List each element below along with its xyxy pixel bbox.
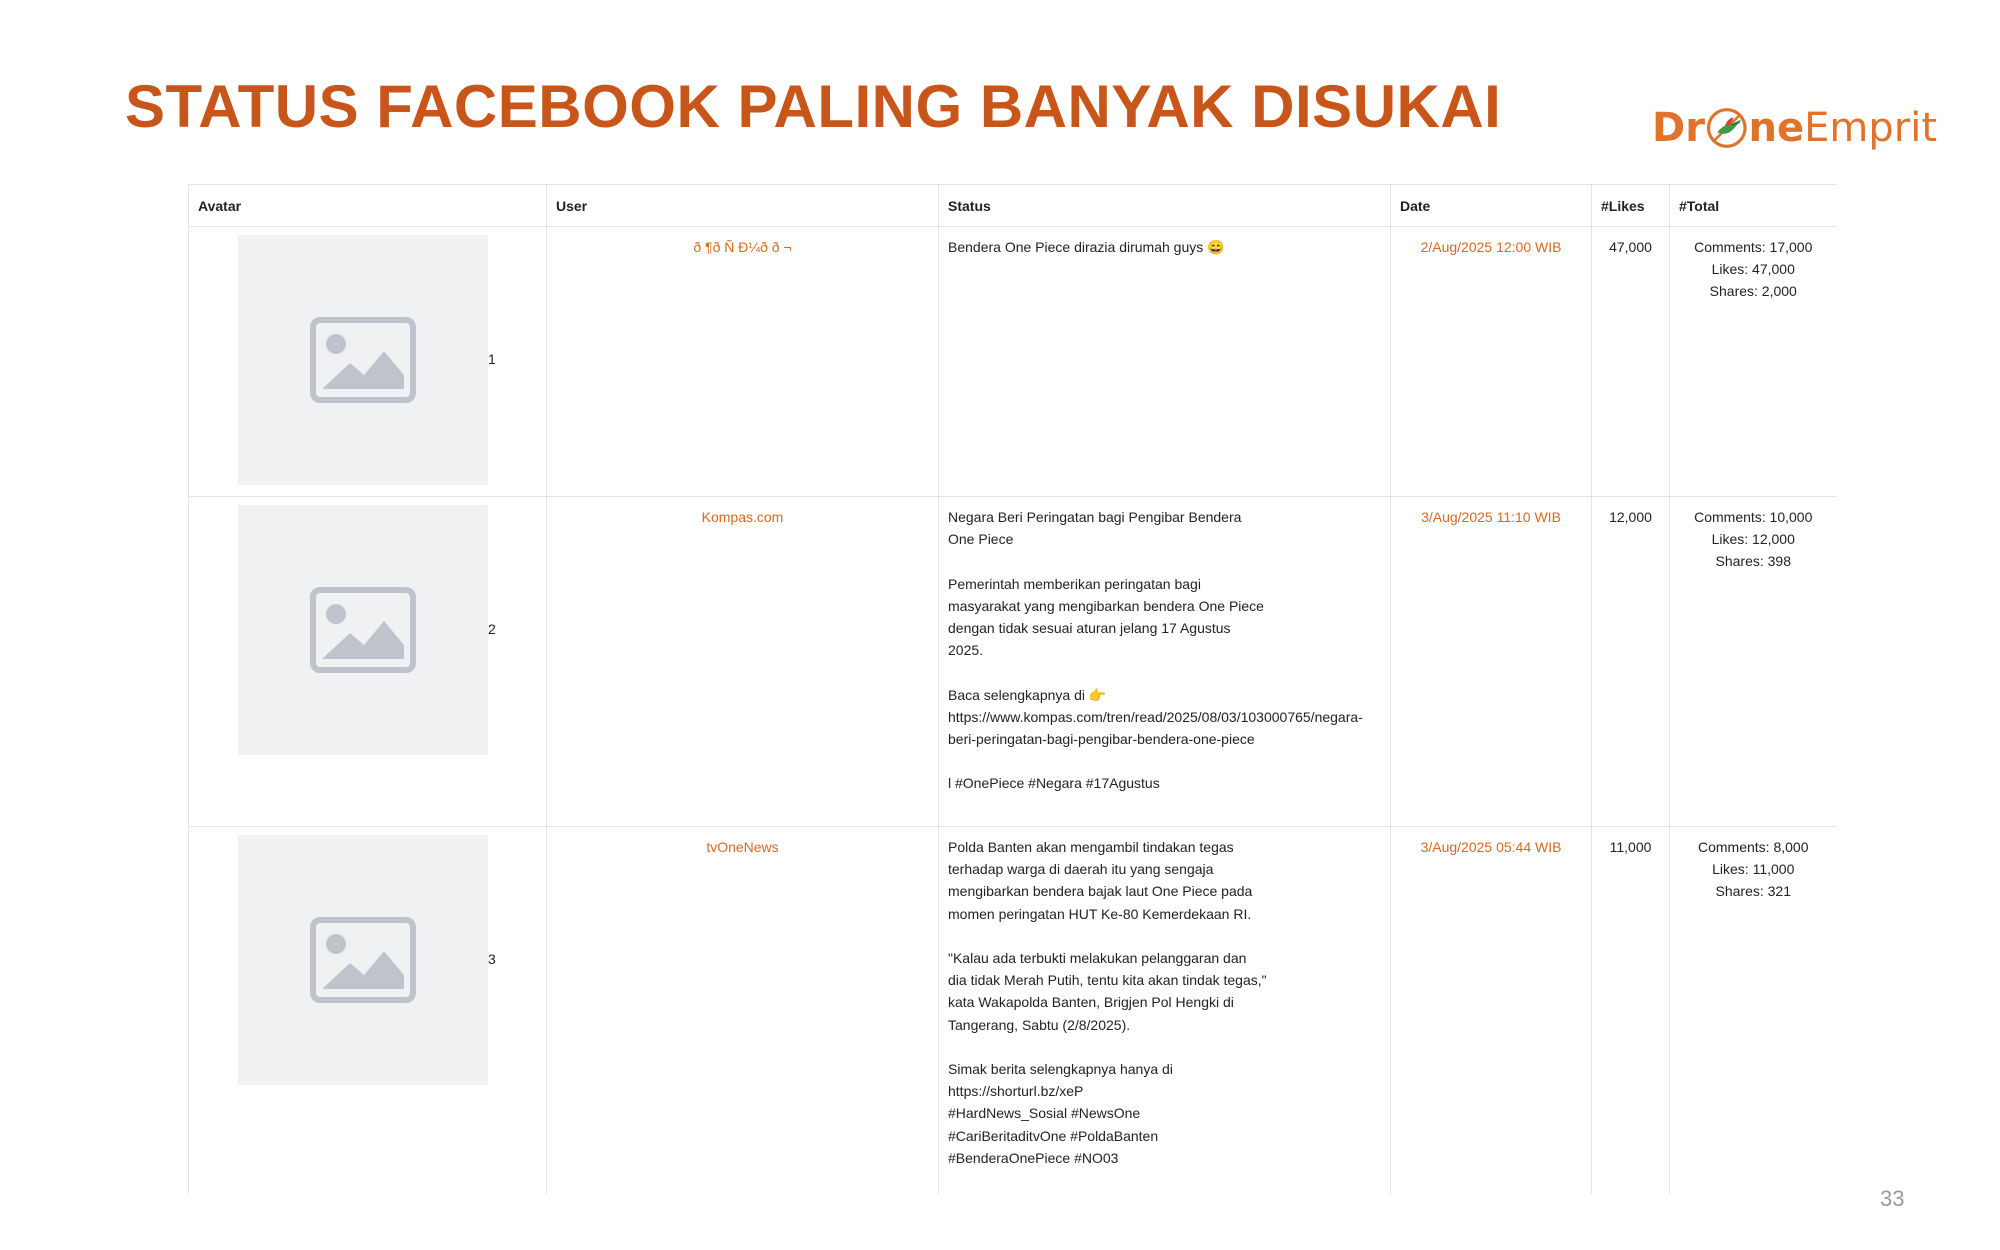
status-cell [939,497,1391,827]
total-comments: Comments: 17,000 [1694,239,1813,255]
table-row [189,827,1837,1195]
logo-text-part3: Emprit [1804,105,1937,151]
status-text: Negara Beri Peringatan bagi Pengibar Bendera One Piece Pemerintah memberikan peringatan bagi masyarakat yang mengibarkan bendera One Piece dengan tidak sesuai aturan jelang 17 Agustus 2025. Baca selengkapnya di 👉https://www.kompas.com/tren/read/2025/08/03/103000765/negara-beri-peringatan-bagi-pengibar-bendera-one-piece l #OnePiece #Negara #17Agustus [948,509,1363,792]
hummingbird-circle-icon [1706,95,1748,161]
total-likes: Likes: 11,000 [1712,861,1795,878]
row-number: 1 [488,351,496,367]
status-cell [939,827,1391,1195]
table-header-row [189,185,1837,227]
header-date[interactable]: Date [1391,185,1592,227]
total-cell [1670,227,1837,497]
header-status[interactable]: Status [939,185,1391,227]
date-link[interactable]: 2/Aug/2025 12:00 WIB [1391,227,1592,497]
avatar-cell [189,227,547,497]
page-number: 33 [1880,1186,1905,1211]
likes-value: 47,000 [1592,227,1670,497]
status-text: Bendera One Piece dirazia dirumah guys 😄 [948,239,1225,255]
total-shares: Shares: 321 [1715,883,1791,900]
status-table [188,184,1836,1194]
status-table-container [188,184,1836,1194]
likes-value: 12,000 [1592,497,1670,827]
table-row [189,497,1837,827]
total-shares: Shares: 398 [1715,553,1791,570]
total-shares: Shares: 2,000 [1709,283,1797,300]
user-name-link[interactable]: Kompas.com [547,497,939,827]
row-number: 2 [488,621,496,637]
header-user[interactable]: User [547,185,939,227]
date-link[interactable]: 3/Aug/2025 05:44 WIB [1391,827,1592,1195]
avatar-cell [189,827,547,1195]
total-likes: Likes: 12,000 [1711,531,1795,548]
avatar[interactable] [238,505,488,755]
header-avatar[interactable]: Avatar [189,185,547,227]
image-placeholder-icon [310,917,416,1003]
total-cell [1670,827,1837,1195]
user-name-link[interactable]: tvOneNews [547,827,939,1195]
total-comments: Comments: 8,000 [1698,839,1809,855]
image-placeholder-icon [310,587,416,673]
total-likes: Likes: 47,000 [1711,261,1795,278]
slide-title: STATUS FACEBOOK PALING BANYAK DISUKAI [125,73,1502,140]
total-cell [1670,497,1837,827]
status-text: Polda Banten akan mengambil tindakan tegas terhadap warga di daerah itu yang sengaja mengibarkan bendera bajak laut One Piece pada momen peringatan HUT Ke-80 Kemerdekaan RI. "Kalau ada terbukti melakukan pelanggaran dan dia tidak Merah Putih, tentu kita akan tindak tegas," kata Wakapolda Banten, Brigjen Pol Hengki di Tangerang, Sabtu (2/8/2025). Simak berita selengkapnya hanya di https://shorturl.bz/xeP #HardNews_Sosial #NewsOne #CariBeritaditvOne #PoldaBanten #BenderaOnePiece #NO03 [948,839,1267,1166]
avatar[interactable] [238,835,488,1085]
row-number: 3 [488,951,496,967]
table-row [189,227,1837,497]
avatar-cell [189,497,547,827]
likes-value: 11,000 [1592,827,1670,1195]
logo-text-part1: Dr [1652,105,1705,151]
date-link[interactable]: 3/Aug/2025 11:10 WIB [1391,497,1592,827]
image-placeholder-icon [310,317,416,403]
avatar[interactable] [238,235,488,485]
user-name-link[interactable]: ð ¶ð Ñ Ð¼ð ð ¬ [547,227,939,497]
drone-emprit-logo [1652,88,1937,168]
status-cell [939,227,1391,497]
header-total[interactable]: #Total [1670,185,1837,227]
logo-text-part2: ne [1748,105,1805,151]
total-comments: Comments: 10,000 [1694,509,1813,525]
header-likes[interactable]: #Likes [1592,185,1670,227]
